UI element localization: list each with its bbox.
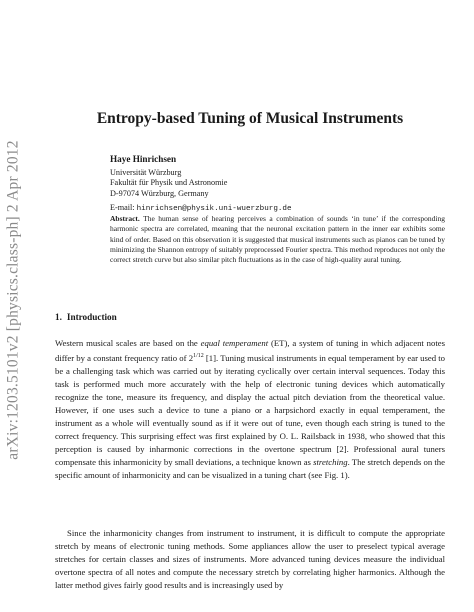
author-block bbox=[110, 154, 440, 215]
arxiv-stamp bbox=[2, 140, 26, 460]
affiliation-line: Universität Würzburg bbox=[110, 167, 182, 177]
section-heading bbox=[55, 312, 117, 322]
affiliation-line: Fakultät für Physik und Astronomie bbox=[110, 178, 228, 187]
body-paragraph-2: Since the inharmonicity changes from instrument to instrument, it is difficult to compute the appropriate stretch by means of electronic tuning methods. Some appliances allow the user to preselect typical average stretches for certain classes and sizes of instruments. More advanced tuning devices measure the individual overtone spectra of all notes and compute the necessary stretch by correlating higher harmonics. Although the latter method gives fairly good results and is increasingly used by bbox=[55, 528, 445, 590]
email-line bbox=[110, 203, 440, 215]
section-title: Introduction bbox=[66, 312, 117, 322]
author-name: Haye Hinrichsen bbox=[110, 154, 177, 164]
emphasis-text: stretching bbox=[313, 456, 348, 467]
abstract-text: The human sense of hearing perceives a combination of sounds ‘in tune’ if the corresponding harmonic spectra are correlated, meaning that the neuronal excitation pattern in the inner ear exhibits some kind of order. Based on this observation it is suggested that musical instruments such as pianos can be tuned by minimizing the Shannon entropy of suitably preprocessed Fourier spectra. This method reproduces not only the correct stretch curve but also similar pitch fluctuations as in the case of high-quality aural tuning. bbox=[110, 214, 445, 265]
email-address[interactable]: hinrichsen@physik.uni-wuerzburg.de bbox=[136, 205, 292, 213]
paragraph-text: Western musical scales are based on the bbox=[55, 338, 201, 348]
abstract bbox=[110, 214, 445, 265]
section-number: 1. bbox=[55, 312, 62, 322]
paragraph-text: [1]. Tuning musical instruments in equal temperament by ear used to be a challenging task which was carried out by iterating cyclically over certain interval sequences. Today this task is performed much more accurately with the help of electronic tuning devices which automatically recognize the tone, measure its frequency, and display the actual pitch deviation from the theoretical value. However, if one uses such a device to tune a piano or a harpsichord exactly in equal temperament, the instrument as a whole will eventually sound as if it were out of tune, even though each string is tuned to the correct frequency. This surprising effect was first explained by O. L. Railsback in 1938, who showed that this perception is caused by inharmonic corrections in the overtone spectrum [2]. Professional aural tuners compensate this inharmonicity by small deviations, a technique known as bbox=[55, 352, 446, 467]
superscript-exponent: 1/12 bbox=[193, 353, 204, 359]
body-paragraph-1 bbox=[55, 337, 445, 482]
email-label: E-mail: bbox=[110, 203, 135, 212]
abstract-label: Abstract. bbox=[110, 214, 140, 223]
paragraph-text: . The stretch depends on the specific amount of inharmonicity and can be visualized in a tuning chart (see Fig. 1). bbox=[55, 456, 445, 480]
paragraph-text: (ET), a system of tuning in which adjacent notes differ by a constant frequency ratio of 2 bbox=[55, 338, 446, 363]
paper-title: Entropy-based Tuning of Musical Instruments bbox=[96, 110, 404, 127]
arxiv-stamp-text: arXiv:1203.5101v2 [physics.class-ph] 2 Apr 2012 bbox=[5, 140, 22, 460]
affiliation-line: D-97074 Würzburg, Germany bbox=[110, 188, 209, 198]
emphasis-text: equal temperament bbox=[200, 338, 269, 348]
